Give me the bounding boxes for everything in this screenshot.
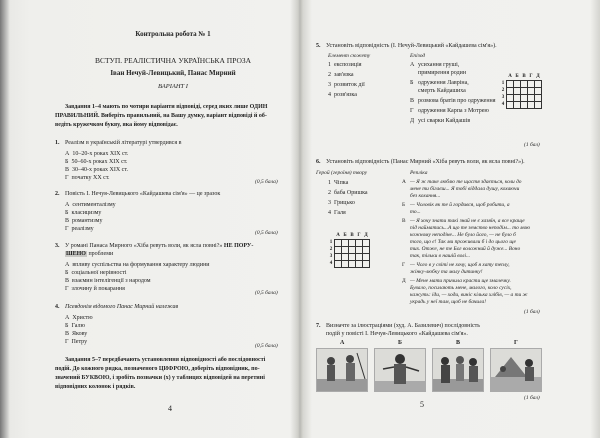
q5-left-item-3: 3 розвиток дії xyxy=(328,82,365,88)
q4-option-c[interactable]: В Якову xyxy=(65,331,88,337)
q7-label-d: Г xyxy=(514,340,518,346)
q6-answer-grid: А Б В Г Д 1 2 3 4 xyxy=(329,233,368,266)
q7-illustration-c[interactable] xyxy=(432,348,484,392)
q6-cell[interactable] xyxy=(342,247,349,254)
q6-replica-line: того, що є! Так ми проживали б і до цього ще xyxy=(410,239,516,245)
q5-cell[interactable] xyxy=(528,102,535,109)
outro-line-4: відповідних колонок і рядків. xyxy=(55,384,136,390)
q5-right-item-e: Д усі сварки Кайдашів xyxy=(410,118,471,124)
q5-cell[interactable] xyxy=(514,102,521,109)
q7-illustration-d[interactable] xyxy=(490,348,542,392)
q7-illustration-b[interactable] xyxy=(374,348,426,392)
q3-option-c[interactable]: В взаємин інтелігенції з народом xyxy=(65,278,151,284)
authors: Іван Нечуй-Левицький, Панас Мирний xyxy=(110,69,236,77)
q5-cell[interactable] xyxy=(521,81,528,88)
q3-number: 3. xyxy=(55,243,60,249)
q7-label-a: А xyxy=(340,340,345,346)
outro-line-1: Завдання 5–7 передбачають установлення відповідності або послідовності xyxy=(65,357,266,363)
q6-replica-line: жінку-любку та малу дитинку! xyxy=(410,269,483,275)
q6-cell[interactable] xyxy=(349,240,356,247)
q5-cell[interactable] xyxy=(521,95,528,102)
q6-replica-line: В — Я хочу знати такі знай не є хазяїн, а все краще xyxy=(402,218,525,224)
q5-cell[interactable] xyxy=(507,95,514,102)
q5-right-item-c: В розмова братів про одруження xyxy=(410,98,496,104)
q3-option-d[interactable]: Г злочину й покарання xyxy=(65,286,125,292)
q5-right-item-b1: Б одруження Лаврiна, xyxy=(410,80,469,86)
q6-cell[interactable] xyxy=(349,247,356,254)
q7-label-b: Б xyxy=(398,340,402,346)
q1-option-c[interactable]: В 30–40-х роках XIX ст. xyxy=(65,167,128,173)
q4-points: (0,5 бала) xyxy=(255,343,278,349)
q4-number: 4. xyxy=(55,304,60,310)
q6-points: (1 бал) xyxy=(524,309,540,315)
q6-left-item-2: 2 баба Оришка xyxy=(328,190,368,196)
q6-replica-line: тих. Отже, не те Бог воложний й дуже... Воно xyxy=(410,246,521,252)
q6-cell[interactable] xyxy=(356,247,363,254)
q3-text-cont: ШЕНО проблеми xyxy=(66,251,114,257)
q1-option-a[interactable]: А 10–20-х роках XIX ст. xyxy=(65,151,129,157)
q5-number: 5. xyxy=(316,43,321,49)
q7-text-line-2: подій у повісті І. Нечуя-Левицького «Кайдашева сім'я». xyxy=(326,331,468,337)
q5-cell[interactable] xyxy=(528,88,535,95)
q1-option-d[interactable]: Г початку XX ст. xyxy=(65,175,110,181)
q3-option-a[interactable]: А впливу суспільства на формування характеру людини xyxy=(65,262,210,268)
q7-text-line-1: Визначте за ілюстраціями (худ. А. Базилевич) послідовність xyxy=(326,323,481,329)
q6-replica-line: Д — Мене мати причила красти ще змалечку. xyxy=(402,278,511,284)
q6-cell[interactable] xyxy=(335,240,342,247)
q6-cell[interactable] xyxy=(363,240,370,247)
q5-points: (1 бал) xyxy=(524,142,540,148)
q6-text: Установіть відповідність (Панас Мирний «Хіба ревуть воли, як ясла повні?»). xyxy=(326,159,525,165)
q6-replica-line: мене ти бігаєш... Я тобi вiддала душу, кохаючи xyxy=(410,186,520,192)
q6-replica-line: Б — Чоловік як те й гордився, щоб робити, а xyxy=(402,202,510,208)
q7-label-c: В xyxy=(456,340,461,346)
q6-replica-line: Бувало, посилають мене, малого, коло сусіх, xyxy=(410,285,512,291)
q5-left-header: Елемент сюжету xyxy=(328,53,371,59)
outro-line-2: подій. До кожного рядка, позначеного ЦИФРОЮ, доберіть відповідник, по- xyxy=(55,366,260,372)
page-number-left: 4 xyxy=(168,404,172,413)
q6-replica-line: без кохання... xyxy=(410,193,441,199)
q3-points: (0,5 бала) xyxy=(255,290,278,296)
q6-cell[interactable] xyxy=(356,261,363,268)
q2-points: (0,5 бала) xyxy=(255,230,278,236)
q6-cell[interactable] xyxy=(356,240,363,247)
q7-number: 7. xyxy=(316,323,321,329)
q6-cell[interactable] xyxy=(363,261,370,268)
q3-option-b[interactable]: Б соціальної нерівності xyxy=(65,270,127,276)
q3-text: У романі Панаса Мирного «Хіба ревуть воли, як ясла повні?» НЕ ПОРУ- xyxy=(65,243,254,249)
q6-cell[interactable] xyxy=(335,261,342,268)
q1-option-b[interactable]: Б 50–60-х роках XIX ст. xyxy=(65,159,128,165)
q5-cell[interactable] xyxy=(507,88,514,95)
q6-replica-line: А — Я ж таке люблю те щастя здається, коли до xyxy=(402,179,522,185)
q7-illustration-a[interactable] xyxy=(316,348,368,392)
q5-cell[interactable] xyxy=(521,102,528,109)
q5-left-item-1: 1 експозиція xyxy=(328,62,362,68)
q5-right-item-a1: А усихання грушi, xyxy=(410,62,460,68)
q5-cell[interactable] xyxy=(507,81,514,88)
q6-replica-line: кажуть: іди, — ходи, виніс кілька хлібів, — а ти ж xyxy=(410,292,528,298)
intro-line-3: ведіть кружечком букву, яка йому відповідає. xyxy=(55,122,178,128)
q6-cell[interactable] xyxy=(342,254,349,261)
q1-points: (0,5 бала) xyxy=(255,179,278,185)
q6-right-header: Репліка xyxy=(410,170,428,176)
q5-cell[interactable] xyxy=(535,88,542,95)
q6-cell[interactable] xyxy=(356,254,363,261)
q6-left-header: Герой (героїня) твору xyxy=(316,170,368,176)
q5-cell[interactable] xyxy=(535,102,542,109)
intro-line-1: Завдання 1–4 мають по чотири варіанти відповіді, серед яких лише ОДИН xyxy=(65,104,268,110)
q2-text: Повість І. Нечуя-Левицького «Кайдашева сім'я» — це зразок xyxy=(65,191,221,197)
q5-left-item-4: 4 розв'язка xyxy=(328,92,357,98)
q6-cell[interactable] xyxy=(363,247,370,254)
q6-number: 6. xyxy=(316,159,321,165)
q6-cell[interactable] xyxy=(335,254,342,261)
q5-text: Установіть відповідність (І. Нечуй-Левицький «Кайдашева сім'я»). xyxy=(326,43,497,49)
q5-right-item-d: Г одруження Карпа з Мотрею xyxy=(410,108,489,114)
q6-left-item-4: 4 Галя xyxy=(328,210,346,216)
q5-cell[interactable] xyxy=(535,81,542,88)
q6-cell[interactable] xyxy=(363,254,370,261)
q6-replica-line: кожному неподiне... Не було його, — не було б xyxy=(410,232,516,238)
q6-replica-line: так, тільки в нашій волі... xyxy=(410,253,471,259)
page-number-right: 5 xyxy=(420,400,424,409)
q5-cell[interactable] xyxy=(514,81,521,88)
q5-answer-grid: А Б В Г Д 1 2 3 4 xyxy=(501,74,540,107)
q2-option-b[interactable]: Б класицизму xyxy=(65,210,102,216)
q5-cell[interactable] xyxy=(528,81,535,88)
q6-replica-line: украдь у неї там, щоб не бачила! xyxy=(410,299,487,305)
q4-option-a[interactable]: А Христю xyxy=(65,315,93,321)
q2-number: 2. xyxy=(55,191,60,197)
q6-left-item-1: 1 Чіпка xyxy=(328,180,349,186)
q6-replica-line: Г — Чого в у свiтi не хочу, щоб я хату теплу, xyxy=(402,262,510,268)
q4-text: Псевдонім відомого Панас Мирний належав xyxy=(65,304,179,310)
q6-cell[interactable] xyxy=(349,261,356,268)
q5-left-item-2: 2 зав'язка xyxy=(328,72,354,78)
q6-cell[interactable] xyxy=(342,240,349,247)
q2-option-a[interactable]: А сентименталізму xyxy=(65,202,116,208)
q5-cell[interactable] xyxy=(514,95,521,102)
q2-option-d[interactable]: Г реалізму xyxy=(65,226,94,232)
q1-text: Реалізм в українській літературі утвердився в xyxy=(65,140,182,146)
variant: ВАРІАНТ І xyxy=(158,83,188,90)
q5-cell[interactable] xyxy=(535,95,542,102)
q4-option-d[interactable]: Г Петру xyxy=(65,339,88,345)
q6-replica-line: під найматись...А що те земство неподiм... то мою xyxy=(410,225,531,231)
q6-cell[interactable] xyxy=(349,254,356,261)
q5-cell[interactable] xyxy=(528,95,535,102)
section-title: ВСТУП. РЕАЛІСТИЧНА УКРАЇНСЬКА ПРОЗА xyxy=(94,56,252,65)
q1-number: 1. xyxy=(55,140,60,146)
q5-right-header: Епізод xyxy=(410,53,426,59)
intro-line-2: ПРАВИЛЬНИЙ. Виберіть правильний, на Вашу думку, варіант відповіді й об- xyxy=(55,113,267,119)
q5-right-item-a2: примирення родин xyxy=(418,70,467,76)
outro-line-3: значений БУКВОЮ, і зробіть позначки (х) у таблицях відповідей на перетині xyxy=(55,375,265,381)
q5-cell[interactable] xyxy=(514,88,521,95)
q5-right-item-b2: смерть Кайдашиха xyxy=(418,88,466,94)
right-page xyxy=(316,0,552,438)
q2-option-c[interactable]: В романтизму xyxy=(65,218,103,224)
left-page xyxy=(55,0,291,438)
q5-cell[interactable] xyxy=(507,102,514,109)
q7-points: (1 бал) xyxy=(524,395,540,401)
test-title: Контрольна робота № 1 xyxy=(135,30,211,38)
q6-cell[interactable] xyxy=(342,261,349,268)
q4-option-b[interactable]: Б Галю xyxy=(65,323,85,329)
q6-left-item-3: 3 Грицько xyxy=(328,200,355,206)
q5-cell[interactable] xyxy=(521,88,528,95)
q6-replica-line: то... xyxy=(410,209,421,215)
q6-cell[interactable] xyxy=(335,247,342,254)
